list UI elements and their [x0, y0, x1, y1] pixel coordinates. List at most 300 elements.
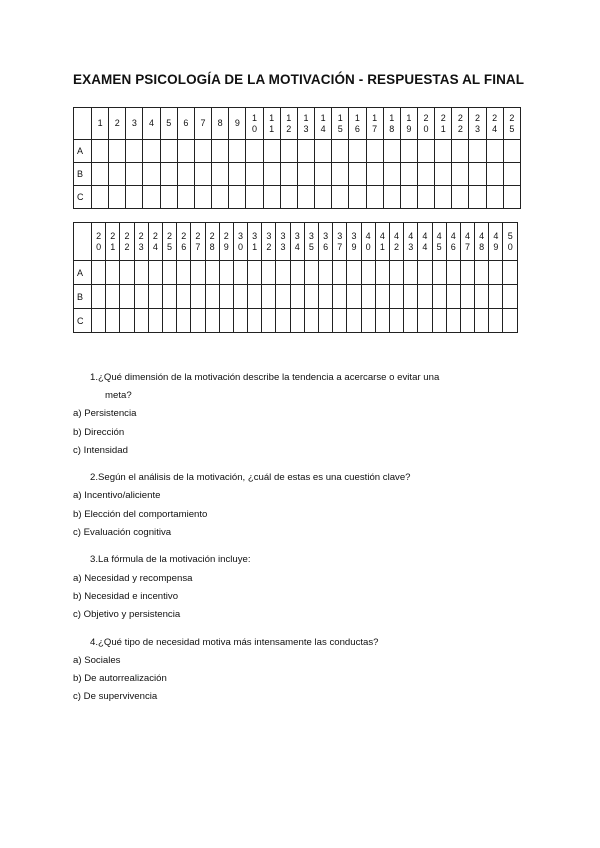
grid-column-header [233, 223, 247, 261]
answer-cell[interactable] [262, 285, 276, 309]
answer-cell[interactable] [417, 140, 434, 163]
answer-cell[interactable] [332, 163, 349, 186]
question-4-option-c: c) De supervivencia [73, 691, 158, 702]
grid-column-header [229, 108, 246, 140]
grid-column-header [106, 223, 120, 261]
answer-cell[interactable] [404, 261, 418, 285]
grid-header-row [74, 108, 521, 140]
answer-cell[interactable] [134, 285, 148, 309]
answer-cell[interactable] [503, 309, 518, 333]
grid-column-header [375, 223, 389, 261]
answer-cell[interactable] [276, 309, 290, 333]
grid-column-header [452, 108, 469, 140]
answer-cell[interactable] [92, 261, 106, 285]
answer-cell[interactable] [205, 285, 219, 309]
grid-column-header [246, 108, 263, 140]
question-2-option-b: b) Elección del comportamiento [73, 509, 208, 520]
column-number: 2 8 [209, 230, 215, 252]
column-number: 3 2 [266, 230, 272, 252]
answer-cell[interactable] [229, 186, 246, 209]
column-number: 6 [183, 118, 189, 128]
answer-cell[interactable] [143, 163, 160, 186]
column-number: 8 [217, 118, 223, 128]
answer-cell[interactable] [347, 309, 361, 333]
answer-cell[interactable] [417, 186, 434, 209]
answer-cell[interactable] [109, 140, 126, 163]
column-number: 3 6 [323, 230, 329, 252]
question-2-option-c: c) Evaluación cognitiva [73, 527, 172, 538]
answer-cell[interactable] [503, 186, 520, 209]
answer-cell[interactable] [143, 186, 160, 209]
grid-row-label: C [74, 309, 92, 333]
answer-cell[interactable] [432, 309, 446, 333]
column-number: 2 1 [440, 112, 446, 134]
grid-column-header [219, 223, 233, 261]
answer-cell[interactable] [389, 285, 403, 309]
answer-cell[interactable] [297, 163, 314, 186]
grid-column-header [212, 108, 229, 140]
column-number: 2 [114, 118, 120, 128]
column-number: 4 1 [379, 230, 385, 252]
answer-cell[interactable] [304, 261, 318, 285]
answer-cell[interactable] [404, 309, 418, 333]
grid-row [74, 186, 521, 209]
answer-cell[interactable] [446, 261, 460, 285]
question-1-stem-cont: meta? [105, 390, 132, 401]
answer-cell[interactable] [246, 186, 263, 209]
grid-row [74, 163, 521, 186]
grid-row-label: B [74, 163, 92, 186]
answer-cell[interactable] [219, 309, 233, 333]
grid-column-header [134, 223, 148, 261]
answer-cell[interactable] [160, 186, 177, 209]
answer-cell[interactable] [435, 186, 452, 209]
answer-cell[interactable] [194, 140, 211, 163]
answer-cell[interactable] [229, 163, 246, 186]
answer-cell[interactable] [446, 309, 460, 333]
answer-cell[interactable] [332, 140, 349, 163]
answer-cell[interactable] [233, 261, 247, 285]
answer-cell[interactable] [418, 261, 432, 285]
question-4-stem: 4.¿Qué tipo de necesidad motiva más intensamente las conductas? [90, 637, 379, 648]
answer-cell[interactable] [191, 261, 205, 285]
grid-column-header [248, 223, 262, 261]
grid-column-header [304, 223, 318, 261]
column-number: 4 5 [436, 230, 442, 252]
answer-cell[interactable] [263, 186, 280, 209]
grid-column-header [297, 108, 314, 140]
answer-cell[interactable] [148, 285, 162, 309]
column-number: 1 [97, 118, 103, 128]
grid-column-header [160, 108, 177, 140]
answer-cell[interactable] [304, 309, 318, 333]
grid-column-header [290, 223, 304, 261]
question-2-stem: 2.Según el análisis de la motivación, ¿cuál de estas es una cuestión clave? [90, 472, 411, 483]
column-number: 1 7 [372, 112, 378, 134]
column-number: 1 2 [286, 112, 292, 134]
answer-cell[interactable] [191, 309, 205, 333]
answer-cell[interactable] [486, 140, 503, 163]
answer-cell[interactable] [194, 163, 211, 186]
column-number: 3 0 [237, 230, 243, 252]
column-number: 5 0 [507, 230, 513, 252]
answer-cell[interactable] [361, 261, 375, 285]
answer-cell[interactable] [475, 261, 489, 285]
answer-cell[interactable] [375, 309, 389, 333]
answer-cell[interactable] [106, 261, 120, 285]
column-number: 2 4 [492, 112, 498, 134]
column-number: 2 2 [457, 112, 463, 134]
question-1-option-a: a) Persistencia [73, 408, 137, 419]
answer-cell[interactable] [475, 309, 489, 333]
grid-column-header [469, 108, 486, 140]
answer-cell[interactable] [486, 163, 503, 186]
column-number: 1 8 [389, 112, 395, 134]
answer-cell[interactable] [375, 285, 389, 309]
grid-column-header [148, 223, 162, 261]
column-number: 2 0 [423, 112, 429, 134]
grid-column-header [262, 223, 276, 261]
answer-cell[interactable] [262, 309, 276, 333]
answer-cell[interactable] [248, 309, 262, 333]
answer-cell[interactable] [503, 261, 518, 285]
answer-cell[interactable] [92, 140, 109, 163]
grid-column-header [489, 223, 503, 261]
answer-cell[interactable] [143, 140, 160, 163]
answer-cell[interactable] [315, 163, 332, 186]
grid-column-header [503, 223, 518, 261]
answer-cell[interactable] [205, 309, 219, 333]
answer-cell[interactable] [503, 140, 520, 163]
grid-column-header [418, 223, 432, 261]
answer-cell[interactable] [219, 285, 233, 309]
answer-cell[interactable] [191, 285, 205, 309]
answer-cell[interactable] [366, 163, 383, 186]
column-number: 2 7 [195, 230, 201, 252]
answer-cell[interactable] [383, 163, 400, 186]
answer-cell[interactable] [460, 285, 474, 309]
grid-column-header [109, 108, 126, 140]
answer-cell[interactable] [347, 285, 361, 309]
answer-cell[interactable] [92, 186, 109, 209]
answer-cell[interactable] [297, 140, 314, 163]
question-3-stem: 3.La fórmula de la motivación incluye: [90, 554, 251, 565]
question-4-option-b: b) De autorrealización [73, 673, 167, 684]
grid-column-header [475, 223, 489, 261]
question-4-option-a: a) Sociales [73, 655, 121, 666]
grid-column-header [276, 223, 290, 261]
answer-cell[interactable] [304, 285, 318, 309]
answer-cell[interactable] [177, 140, 194, 163]
answer-cell[interactable] [162, 261, 176, 285]
answer-cell[interactable] [194, 186, 211, 209]
grid-row [74, 140, 521, 163]
column-number: 3 3 [280, 230, 286, 252]
answer-cell[interactable] [120, 261, 134, 285]
grid-column-header [400, 108, 417, 140]
grid-column-header [417, 108, 434, 140]
answer-cell[interactable] [297, 186, 314, 209]
answer-cell[interactable] [92, 285, 106, 309]
column-number: 3 5 [308, 230, 314, 252]
answer-cell[interactable] [106, 309, 120, 333]
answer-cell[interactable] [177, 285, 191, 309]
answer-cell[interactable] [489, 309, 503, 333]
answer-cell[interactable] [233, 309, 247, 333]
answer-cell[interactable] [432, 261, 446, 285]
answer-cell[interactable] [248, 261, 262, 285]
answer-cell[interactable] [435, 140, 452, 163]
column-number: 2 2 [124, 230, 130, 252]
answer-cell[interactable] [400, 140, 417, 163]
column-number: 1 4 [320, 112, 326, 134]
column-number: 1 1 [269, 112, 275, 134]
answer-cell[interactable] [263, 163, 280, 186]
column-number: 3 9 [351, 230, 357, 252]
answer-cell[interactable] [177, 163, 194, 186]
grid-column-header [92, 108, 109, 140]
answer-cell[interactable] [120, 285, 134, 309]
answer-cell[interactable] [469, 186, 486, 209]
grid-row-label: B [74, 285, 92, 309]
grid-row [74, 285, 518, 309]
grid-column-header [205, 223, 219, 261]
column-number: 4 2 [394, 230, 400, 252]
grid-column-header [435, 108, 452, 140]
answer-cell[interactable] [120, 309, 134, 333]
answer-cell[interactable] [160, 140, 177, 163]
grid-column-header [120, 223, 134, 261]
answer-cell[interactable] [418, 309, 432, 333]
answer-cell[interactable] [262, 261, 276, 285]
grid-column-header [404, 223, 418, 261]
answer-cell[interactable] [148, 261, 162, 285]
grid-column-header [263, 108, 280, 140]
answer-cell[interactable] [280, 163, 297, 186]
column-number: 3 [131, 118, 137, 128]
answer-cell[interactable] [389, 261, 403, 285]
answer-cell[interactable] [452, 163, 469, 186]
answer-cell[interactable] [92, 163, 109, 186]
answer-cell[interactable] [460, 309, 474, 333]
column-number: 2 6 [181, 230, 187, 252]
answer-cell[interactable] [177, 261, 191, 285]
grid-column-header [280, 108, 297, 140]
answer-cell[interactable] [347, 261, 361, 285]
answer-cell[interactable] [212, 186, 229, 209]
answer-cell[interactable] [319, 285, 333, 309]
column-number: 2 3 [138, 230, 144, 252]
answer-cell[interactable] [246, 140, 263, 163]
answer-cell[interactable] [126, 186, 143, 209]
answer-cell[interactable] [109, 186, 126, 209]
answer-cell[interactable] [469, 140, 486, 163]
grid-column-header [177, 108, 194, 140]
grid-column-header [460, 223, 474, 261]
grid-column-header [191, 223, 205, 261]
answer-cell[interactable] [319, 309, 333, 333]
column-number: 3 1 [252, 230, 258, 252]
answer-cell[interactable] [134, 309, 148, 333]
answer-cell[interactable] [160, 163, 177, 186]
grid-column-header [315, 108, 332, 140]
answer-cell[interactable] [333, 309, 347, 333]
answer-cell[interactable] [432, 285, 446, 309]
answer-cell[interactable] [475, 285, 489, 309]
column-number: 2 1 [110, 230, 116, 252]
question-1-stem: 1.¿Qué dimensión de la motivación describe la tendencia a acercarse o evitar una [90, 372, 440, 383]
answer-cell[interactable] [219, 261, 233, 285]
grid-column-header [389, 223, 403, 261]
answer-cell[interactable] [489, 285, 503, 309]
answer-cell[interactable] [435, 163, 452, 186]
answer-cell[interactable] [109, 163, 126, 186]
answer-cell[interactable] [263, 140, 280, 163]
question-3-option-a: a) Necesidad y recompensa [73, 573, 193, 584]
grid-row-label: A [74, 140, 92, 163]
column-number: 7 [200, 118, 206, 128]
answer-cell[interactable] [452, 140, 469, 163]
column-number: 4 3 [408, 230, 414, 252]
column-number: 2 5 [167, 230, 173, 252]
column-number: 4 8 [479, 230, 485, 252]
answer-cell[interactable] [246, 163, 263, 186]
answer-cell[interactable] [452, 186, 469, 209]
column-number: 3 7 [337, 230, 343, 252]
answer-cell[interactable] [280, 186, 297, 209]
answer-cell[interactable] [383, 186, 400, 209]
answer-cell[interactable] [349, 186, 366, 209]
answer-cell[interactable] [366, 140, 383, 163]
question-3-option-b: b) Necesidad e incentivo [73, 591, 179, 602]
column-number: 4 [149, 118, 155, 128]
answer-cell[interactable] [404, 285, 418, 309]
answer-cell[interactable] [418, 285, 432, 309]
answer-cell[interactable] [177, 186, 194, 209]
grid-column-header [347, 223, 361, 261]
column-number: 1 9 [406, 112, 412, 134]
column-number: 1 0 [251, 112, 257, 134]
answer-cell[interactable] [106, 285, 120, 309]
column-number: 2 4 [152, 230, 158, 252]
answer-cell[interactable] [126, 140, 143, 163]
column-number: 9 [234, 118, 240, 128]
grid-column-header [361, 223, 375, 261]
column-number: 5 [166, 118, 172, 128]
answer-cell[interactable] [290, 261, 304, 285]
answer-cell[interactable] [229, 140, 246, 163]
answer-cell[interactable] [486, 186, 503, 209]
answer-cell[interactable] [92, 309, 106, 333]
grid-row-label: C [74, 186, 92, 209]
column-number: 2 0 [96, 230, 102, 252]
grid-column-header [143, 108, 160, 140]
answer-cell[interactable] [319, 261, 333, 285]
answer-cell[interactable] [205, 261, 219, 285]
answer-cell[interactable] [315, 140, 332, 163]
answer-cell[interactable] [315, 186, 332, 209]
grid-column-header [162, 223, 176, 261]
answer-cell[interactable] [349, 163, 366, 186]
answer-cell[interactable] [400, 163, 417, 186]
grid-column-header [349, 108, 366, 140]
page-title: EXAMEN PSICOLOGÍA DE LA MOTIVACIÓN - RESPUESTAS AL FINAL [73, 72, 525, 87]
answer-cell[interactable] [366, 186, 383, 209]
answer-cell[interactable] [503, 163, 520, 186]
answer-cell[interactable] [276, 261, 290, 285]
grid-row [74, 309, 518, 333]
answer-cell[interactable] [332, 186, 349, 209]
answer-cell[interactable] [469, 163, 486, 186]
column-number: 4 7 [464, 230, 470, 252]
grid-column-header [503, 108, 520, 140]
column-number: 3 4 [294, 230, 300, 252]
grid-corner-cell [74, 223, 92, 261]
answer-cell[interactable] [177, 309, 191, 333]
answer-cell[interactable] [162, 285, 176, 309]
answer-cell[interactable] [361, 285, 375, 309]
grid-column-header [366, 108, 383, 140]
grid-column-header [194, 108, 211, 140]
question-2-option-a: a) Incentivo/aliciente [73, 490, 161, 501]
answer-cell[interactable] [349, 140, 366, 163]
column-number: 2 5 [509, 112, 515, 134]
answer-cell[interactable] [389, 309, 403, 333]
answer-cell[interactable] [446, 285, 460, 309]
grid-column-header [319, 223, 333, 261]
grid-header-row [74, 223, 518, 261]
answer-grid-2 [73, 222, 518, 333]
answer-cell[interactable] [212, 140, 229, 163]
column-number: 4 4 [422, 230, 428, 252]
column-number: 1 3 [303, 112, 309, 134]
column-number: 4 6 [450, 230, 456, 252]
answer-cell[interactable] [148, 309, 162, 333]
answer-grid-1 [73, 107, 521, 209]
answer-cell[interactable] [280, 140, 297, 163]
column-number: 4 0 [365, 230, 371, 252]
answer-cell[interactable] [126, 163, 143, 186]
answer-cell[interactable] [375, 261, 389, 285]
column-number: 1 6 [354, 112, 360, 134]
grid-column-header [332, 108, 349, 140]
question-1-option-c: c) Intensidad [73, 445, 128, 456]
answer-cell[interactable] [361, 309, 375, 333]
answer-cell[interactable] [333, 285, 347, 309]
question-3-option-c: c) Objetivo y persistencia [73, 609, 181, 620]
answer-cell[interactable] [383, 140, 400, 163]
answer-cell[interactable] [489, 261, 503, 285]
grid-row-label: A [74, 261, 92, 285]
grid-column-header [126, 108, 143, 140]
answer-cell[interactable] [248, 285, 262, 309]
answer-cell[interactable] [134, 261, 148, 285]
grid-column-header [92, 223, 106, 261]
answer-cell[interactable] [290, 285, 304, 309]
answer-cell[interactable] [417, 163, 434, 186]
grid-column-header [177, 223, 191, 261]
answer-cell[interactable] [400, 186, 417, 209]
answer-cell[interactable] [233, 285, 247, 309]
answer-cell[interactable] [162, 309, 176, 333]
answer-cell[interactable] [290, 309, 304, 333]
answer-cell[interactable] [212, 163, 229, 186]
answer-cell[interactable] [460, 261, 474, 285]
answer-cell[interactable] [503, 285, 518, 309]
answer-cell[interactable] [333, 261, 347, 285]
column-number: 4 9 [493, 230, 499, 252]
answer-cell[interactable] [276, 285, 290, 309]
